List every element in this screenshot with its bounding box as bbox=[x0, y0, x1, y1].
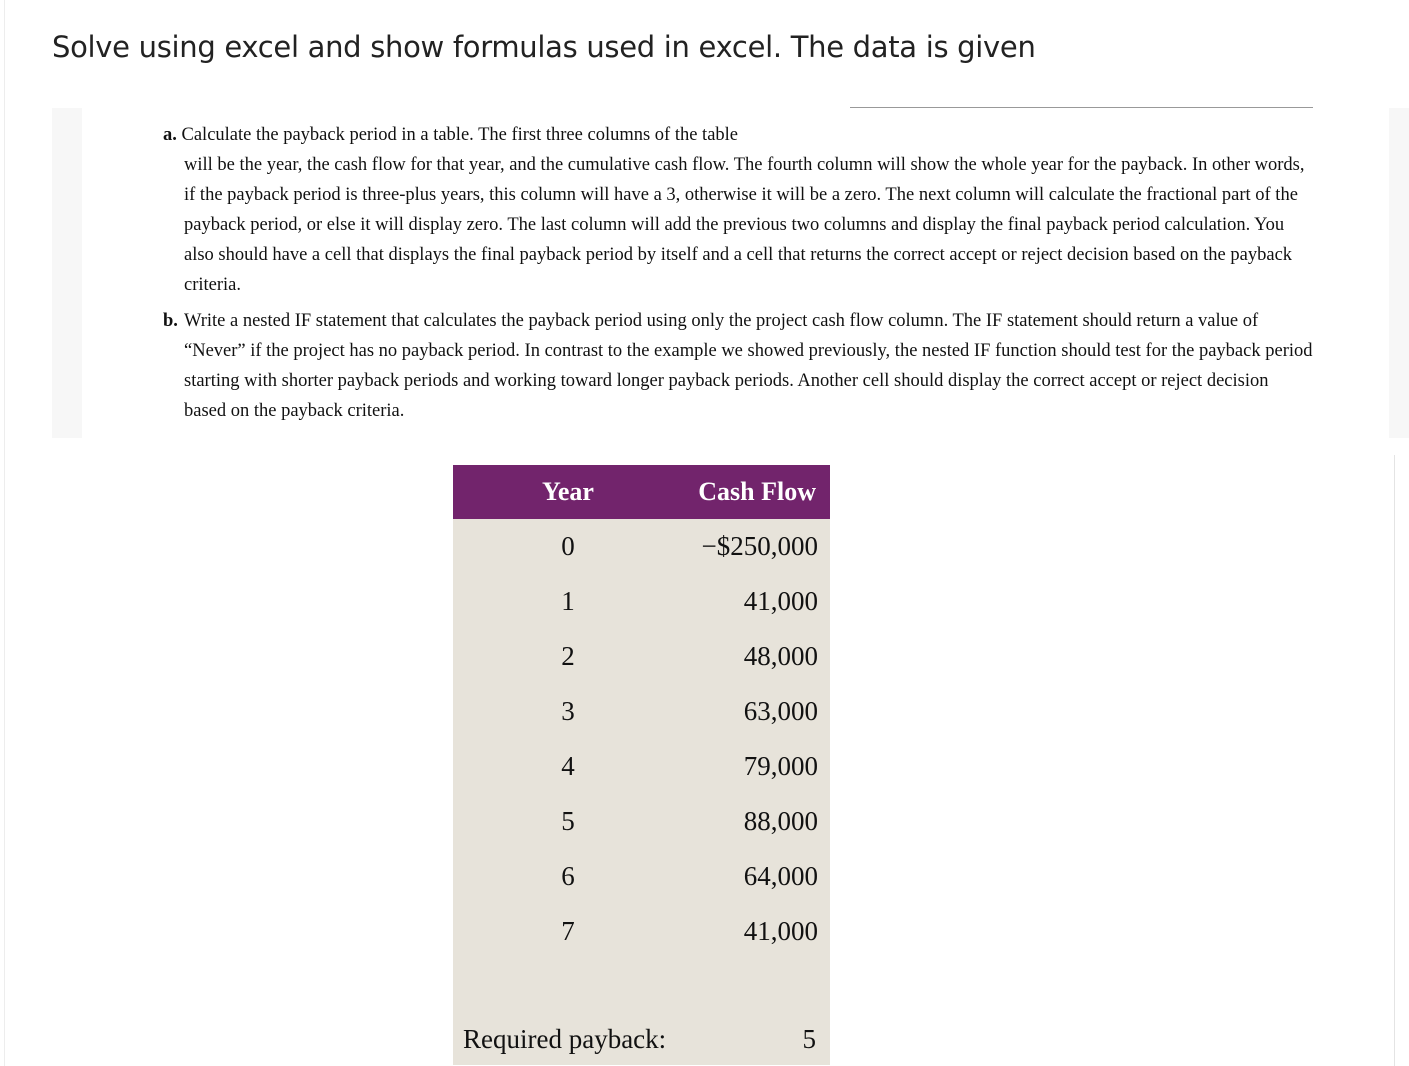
page-title: Solve using excel and show formulas used in excel. The data is given bbox=[52, 30, 1036, 64]
question-a bbox=[163, 120, 1313, 300]
cash-flow-cell: 79,000 bbox=[743, 751, 818, 781]
table-header-row bbox=[453, 465, 830, 519]
left-margin-panel bbox=[52, 108, 82, 438]
question-b bbox=[163, 306, 1313, 426]
table-row bbox=[453, 684, 830, 739]
year-cell: 2 bbox=[561, 641, 575, 671]
left-border bbox=[4, 0, 5, 1066]
cash-flow-cell: −$250,000 bbox=[701, 531, 818, 561]
table-row bbox=[453, 739, 830, 794]
spacer-row bbox=[453, 959, 830, 1013]
year-cell: 4 bbox=[561, 751, 575, 781]
table-row bbox=[453, 519, 830, 574]
required-payback-value: 5 bbox=[802, 1023, 816, 1054]
right-margin-panel bbox=[1389, 108, 1409, 438]
year-cell: 7 bbox=[561, 916, 575, 946]
cash-flow-table bbox=[453, 465, 830, 1065]
required-payback-row bbox=[453, 1013, 830, 1065]
cash-flow-cell: 41,000 bbox=[743, 916, 818, 946]
cash-flow-cell: 41,000 bbox=[743, 586, 818, 616]
cash-flow-cell: 64,000 bbox=[743, 861, 818, 891]
year-cell: 0 bbox=[561, 531, 575, 561]
cash-flow-cell: 88,000 bbox=[743, 806, 818, 836]
year-cell: 1 bbox=[561, 586, 575, 616]
year-cell: 3 bbox=[561, 696, 575, 726]
year-cell: 5 bbox=[561, 806, 575, 836]
question-first-line: Calculate the payback period in a table. The first three columns of the table bbox=[181, 125, 739, 145]
table-row bbox=[453, 794, 830, 849]
right-divider bbox=[1394, 455, 1395, 1066]
table-row bbox=[453, 574, 830, 629]
header-cash-flow: Cash Flow bbox=[683, 465, 830, 519]
cash-flow-cell: 63,000 bbox=[743, 696, 818, 726]
table-row bbox=[453, 904, 830, 959]
cash-flow-cell: 48,000 bbox=[743, 641, 818, 671]
question-body: Write a nested IF statement that calculates the payback period using only the project cash flow column. The IF statement should return a value of “Never” if the project has no payback period. In contrast to the example we showed previously, the nested IF function should test for the payback period starting with shorter payback periods and working toward longer payback periods. Another cell should display the correct accept or reject decision based on the payback criteria. bbox=[184, 311, 1313, 421]
question-label: b. bbox=[163, 311, 178, 331]
question-label: a. bbox=[163, 125, 177, 145]
horizontal-rule bbox=[850, 107, 1313, 108]
table-row bbox=[453, 849, 830, 904]
year-cell: 6 bbox=[561, 861, 575, 891]
required-payback-label: Required payback: bbox=[463, 1023, 667, 1054]
header-year: Year bbox=[453, 465, 683, 519]
question-body: will be the year, the cash flow for that year, and the cumulative cash flow. The fourth column will show the whole year for the payback. In other words, if the payback period is three-plus years, this column will have a 3, otherwise it will be a zero. The next column will calculate the fractional part of the payback period, or else it will display zero. The last column will add the previous two columns and display the final payback period calculation. You also should have a cell that displays the final payback period by itself and a cell that returns the correct accept or reject decision based on the payback criteria. bbox=[184, 155, 1305, 295]
table-row bbox=[453, 629, 830, 684]
